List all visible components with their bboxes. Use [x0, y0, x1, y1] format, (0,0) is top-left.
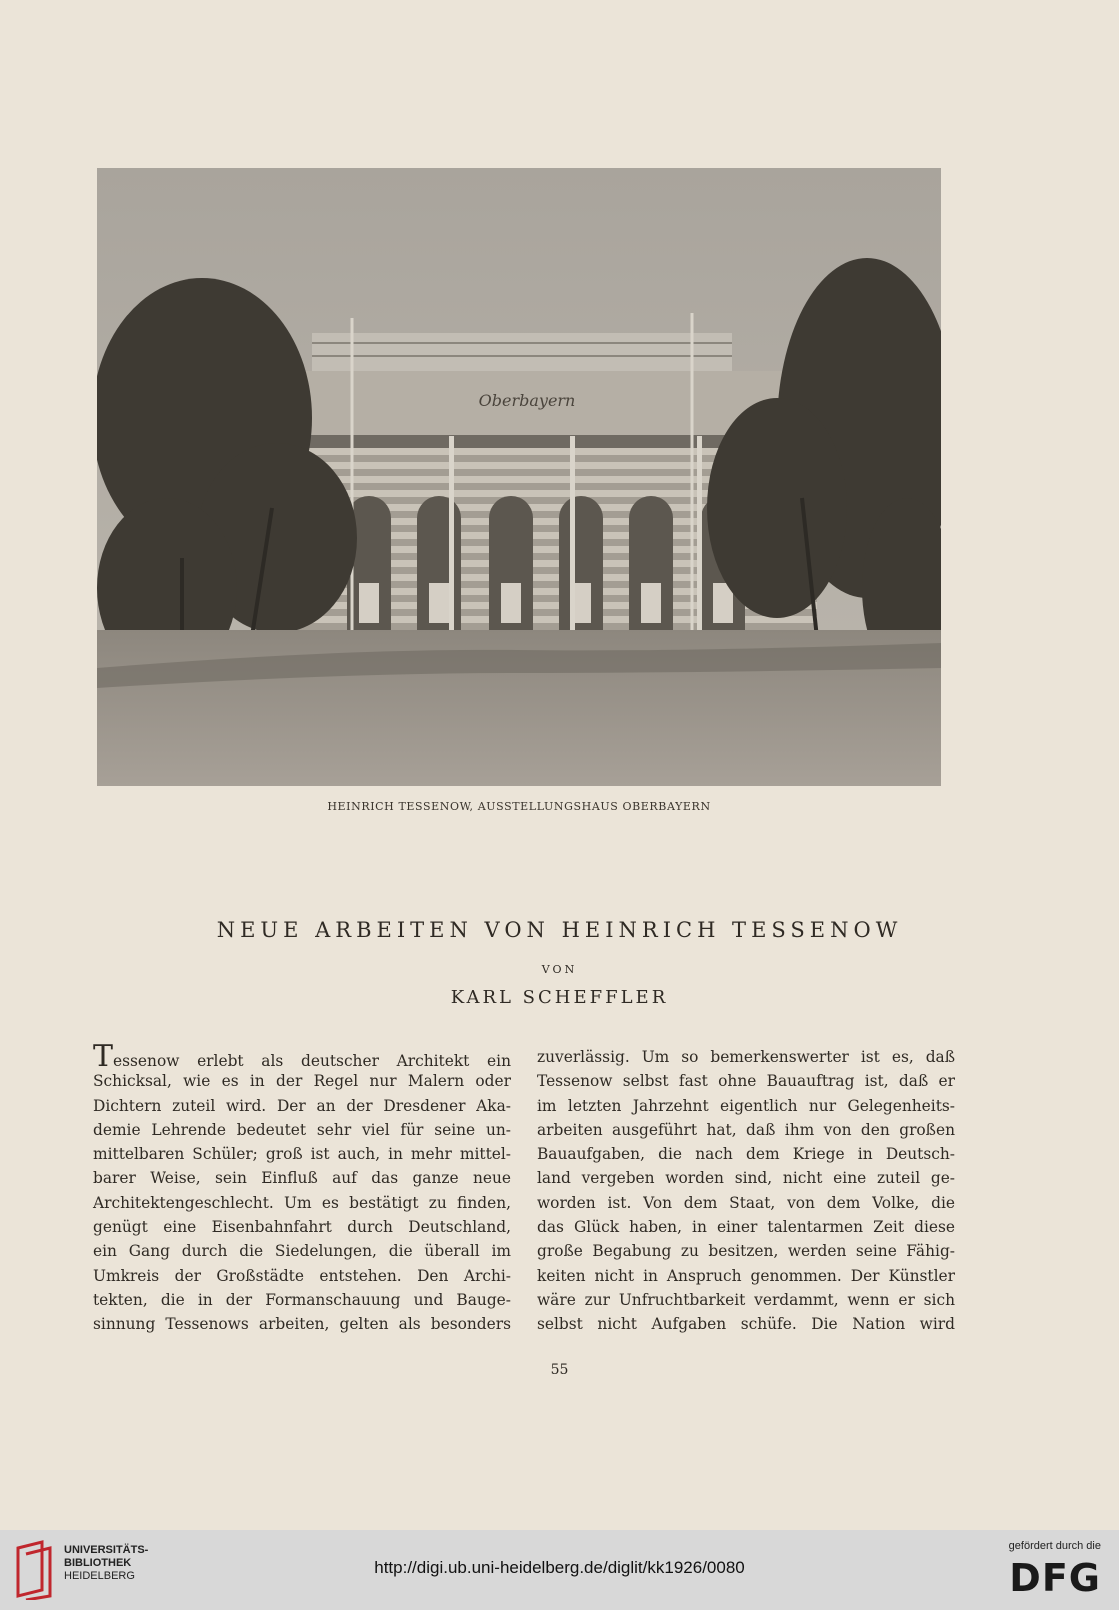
funding-note: gefördert durch die — [1008, 1540, 1101, 1552]
text-line: arbeiten ausgeführt hat, daß ihm von den großen — [537, 1120, 955, 1139]
text-line: demie Lehrende bedeutet sehr viel für seine un- — [93, 1120, 511, 1139]
text-line: im letzten Jahrzehnt eigentlich nur Gelegenheits- — [537, 1096, 955, 1115]
text-line: das Glück haben, in einer talentarmen Zeit diese — [537, 1218, 955, 1237]
text-line: große Begabung zu besitzen, werden seine Fähig- — [537, 1242, 955, 1261]
text-line: mittelbaren Schüler; groß ist auch, in mehr mittel- — [93, 1145, 511, 1164]
dfg-logo[interactable]: DFG — [1009, 1556, 1101, 1600]
text-column-right — [537, 1045, 955, 1337]
article-title: NEUE ARBEITEN VON HEINRICH TESSENOW — [216, 918, 903, 942]
text-line-content: essenow erlebt als deutscher Architekt ein — [113, 1052, 511, 1070]
text-line — [93, 1039, 511, 1074]
document-url-link[interactable]: http://digi.ub.uni-heidelberg.de/diglit/kk1926/0080 — [374, 1558, 745, 1577]
exhibition-house-photo — [97, 168, 941, 786]
text-line: tekten, die in der Formanschauung und Bauge- — [93, 1290, 511, 1309]
text-line: ein Gang durch die Siedelungen, die überall im — [93, 1242, 511, 1261]
text-line: worden ist. Von dem Staat, von dem Volke, die — [537, 1193, 955, 1212]
text-line: keiten nicht in Anspruch genommen. Der Künstler — [537, 1266, 955, 1285]
text-line: genügt eine Eisenbahnfahrt durch Deutschland, — [93, 1218, 511, 1237]
text-line: Dichtern zuteil wird. Der an der Dresdener Aka- — [93, 1096, 511, 1115]
text-line: Tessenow selbst fast ohne Bauauftrag ist, daß er — [537, 1072, 955, 1091]
facade-inscription: Oberbayern — [478, 391, 576, 410]
drop-cap: T — [93, 1039, 114, 1074]
text-line: sinnung Tessenows arbeiten, gelten als besonders — [93, 1315, 511, 1334]
text-column-left — [93, 1039, 511, 1337]
photo-caption: HEINRICH TESSENOW, AUSSTELLUNGSHAUS OBERBAYERN — [327, 800, 711, 813]
library-name-line-2: BIBLIOTHEK — [64, 1557, 132, 1569]
text-line: zuverlässig. Um so bemerkenswerter ist es, daß — [537, 1048, 955, 1066]
library-name-line-3: HEIDELBERG — [64, 1570, 135, 1582]
library-name-line-1: UNIVERSITÄTS- — [64, 1544, 149, 1556]
text-line: selbst nicht Aufgaben schüfe. Die Nation wird — [537, 1315, 955, 1334]
text-line: Umkreis der Großstädte entstehen. Den Archi- — [93, 1266, 511, 1285]
text-line: land vergeben worden sind, nicht eine zuteil ge- — [537, 1169, 955, 1188]
text-line: barer Weise, sein Einfluß auf das ganze neue — [93, 1169, 511, 1188]
text-line: Schicksal, wie es in der Regel nur Malern oder — [93, 1072, 511, 1091]
text-line: wäre zur Unfruchtbarkeit verdammt, wenn er sich — [537, 1290, 955, 1309]
text-line: Bauaufgaben, die nach dem Kriege in Deutsch- — [537, 1145, 955, 1164]
viewer-footer-bar — [0, 1530, 1119, 1610]
byline-prefix: VON — [541, 963, 578, 976]
text-line: Architektengeschlecht. Um es bestätigt zu finden, — [93, 1193, 511, 1212]
page-number: 55 — [550, 1362, 569, 1378]
article-author: KARL SCHEFFLER — [450, 987, 669, 1008]
